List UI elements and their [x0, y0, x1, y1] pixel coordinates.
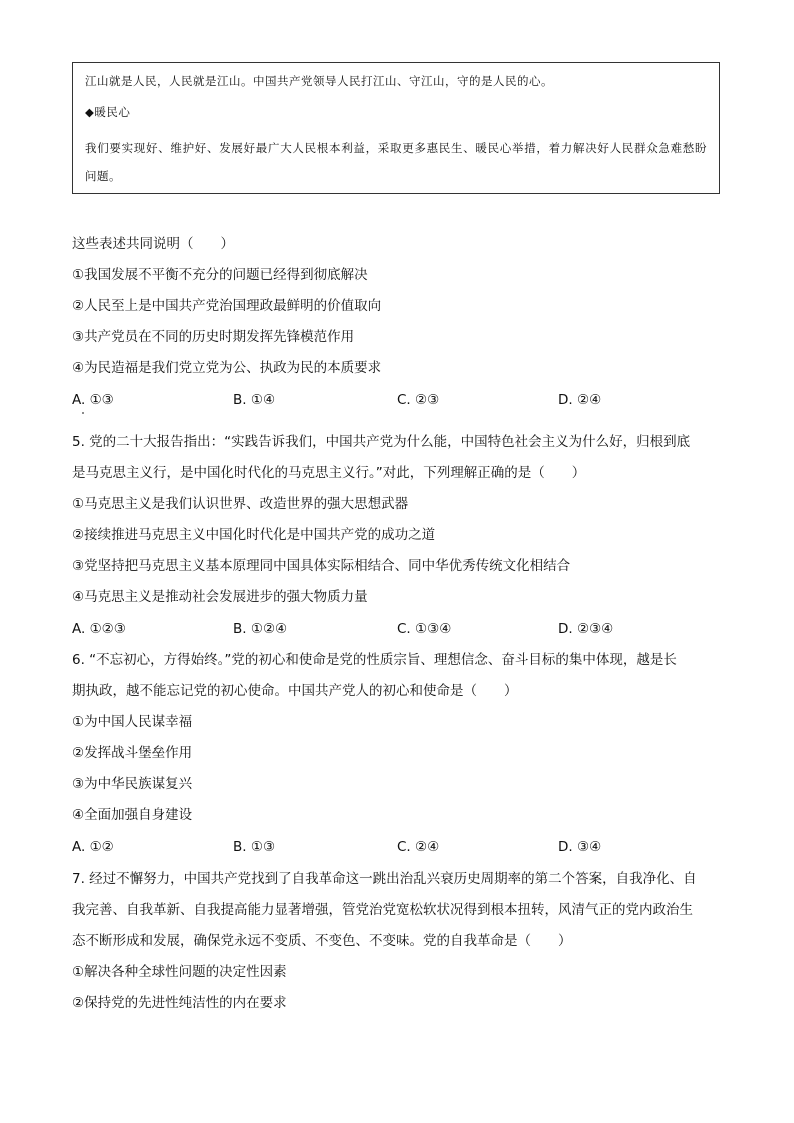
q4-item-3: ③共产党员在不同的历史时期发挥先锋模范作用	[72, 329, 355, 345]
q5-option-a: A. ①②③	[72, 621, 126, 637]
q5-option-c: C. ①③④	[397, 621, 452, 637]
q6-item-4: ④全面加强自身建设	[72, 807, 193, 823]
q4-stem: 这些表述共同说明（ ）	[72, 236, 234, 252]
q5-item-2: ②接续推进马克思主义中国化时代化是中国共产党的成功之道	[72, 527, 436, 543]
stray-dot	[82, 412, 84, 414]
q5-option-d: D. ②③④	[558, 621, 614, 637]
q4-option-b: B. ①④	[233, 392, 276, 408]
q4-item-2: ②人民至上是中国共产党治国理政最鲜明的价值取向	[72, 298, 382, 314]
q4-item-1: ①我国发展不平衡不充分的问题已经得到彻底解决	[72, 267, 368, 283]
q5-stem-line-2: 是马克思主义行，是中国化时代化的马克思主义行。”对此，下列理解正确的是（ ）	[72, 465, 586, 481]
q4-option-c: C. ②③	[397, 392, 440, 408]
q6-item-3: ③为中华民族谋复兴	[72, 776, 193, 792]
q5-stem-line-1: 5. 党的二十大报告指出：“实践告诉我们，中国共产党为什么能，中国特色社会主义为什么好，归根到底	[72, 434, 691, 450]
q5-item-3: ③党坚持把马克思主义基本原理同中国具体实际相结合、同中华优秀传统文化相结合	[72, 558, 571, 574]
q7-stem-line-1: 7. 经过不懈努力，中国共产党找到了自我革命这一跳出治乱兴衰历史周期率的第二个答案，自我净化、自	[72, 871, 697, 887]
q4-option-d: D. ②④	[558, 392, 602, 408]
material-box	[72, 62, 720, 194]
q6-item-1: ①为中国人民谋幸福	[72, 714, 193, 730]
q7-stem-line-3: 态不断形成和发展，确保党永远不变质、不变色、不变味。党的自我革命是（ ）	[72, 933, 572, 949]
q6-option-d: D. ③④	[558, 839, 602, 855]
q5-item-1: ①马克思主义是我们认识世界、改造世界的强大思想武器	[72, 496, 409, 512]
q4-option-a: A. ①③	[72, 392, 114, 408]
q6-item-2: ②发挥战斗堡垒作用	[72, 745, 193, 761]
q6-option-b: B. ①③	[233, 839, 276, 855]
material-line: 江山就是人民，人民就是江山。中国共产党领导人民打江山、守江山，守的是人民的心。	[85, 74, 553, 88]
material-heading: ◆暖民心	[85, 105, 131, 119]
q5-item-4: ④马克思主义是推动社会发展进步的强大物质力量	[72, 589, 368, 605]
material-paragraph: 我们要实现好、维护好、发展好最广大人民根本利益，采取更多惠民生、暖民心举措，着力解决好人民群众急难愁盼问题。	[85, 141, 707, 183]
q6-stem-line-2: 期执政，越不能忘记党的初心使命。中国共产党人的初心和使命是（ ）	[72, 683, 518, 699]
q6-option-a: A. ①②	[72, 839, 114, 855]
q7-item-1: ①解决各种全球性问题的决定性因素	[72, 964, 287, 980]
q6-stem-line-1: 6. “不忘初心，方得始终。”党的初心和使命是党的性质宗旨、理想信念、奋斗目标的集中体现，越是长	[72, 652, 677, 668]
q6-option-c: C. ②④	[397, 839, 440, 855]
q4-item-4: ④为民造福是我们党立党为公、执政为民的本质要求	[72, 360, 382, 376]
q7-item-2: ②保持党的先进性纯洁性的内在要求	[72, 995, 287, 1011]
q5-option-b: B. ①②④	[233, 621, 288, 637]
q7-stem-line-2: 我完善、自我革新、自我提高能力显著增强，管党治党宽松软状况得到根本扭转，风清气正的党内政治生	[72, 902, 693, 918]
